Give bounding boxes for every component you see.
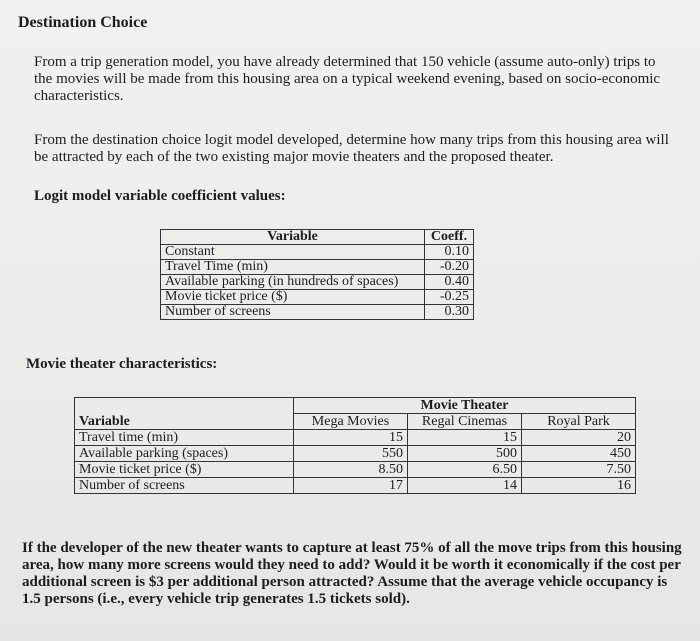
- variable-name: Constant: [161, 245, 425, 260]
- table-row: [75, 462, 636, 478]
- table-row: [75, 478, 636, 494]
- column-header-royal-park: Royal Park: [522, 414, 636, 430]
- coefficient-value: -0.25: [425, 290, 474, 305]
- variable-name: Available parking (in hundreds of spaces): [161, 275, 425, 290]
- table-row: [161, 245, 474, 260]
- regal-cinemas-value: 15: [408, 430, 522, 446]
- table-group-header-row: [75, 398, 636, 414]
- royal-park-value: 7.50: [522, 462, 636, 478]
- variable-name: Available parking (spaces): [75, 446, 294, 462]
- column-header-mega-movies: Mega Movies: [294, 414, 408, 430]
- theater-characteristics-table: [74, 397, 636, 494]
- mega-movies-value: 15: [294, 430, 408, 446]
- table-header-row: [75, 414, 636, 430]
- column-header-variable: Variable: [161, 230, 425, 245]
- variable-name: Travel Time (min): [161, 260, 425, 275]
- table-row: [161, 260, 474, 275]
- variable-name: Movie ticket price ($): [75, 462, 294, 478]
- table-row: [75, 446, 636, 462]
- coefficient-table: [160, 229, 474, 320]
- regal-cinemas-value: 500: [408, 446, 522, 462]
- mega-movies-value: 17: [294, 478, 408, 494]
- coefficient-table-caption: Logit model variable coefficient values:: [34, 188, 286, 204]
- coefficient-value: -0.20: [425, 260, 474, 275]
- empty-header-cell: [75, 398, 294, 414]
- royal-park-value: 20: [522, 430, 636, 446]
- variable-name: Number of screens: [75, 478, 294, 494]
- table-row: [161, 305, 474, 320]
- column-header-regal-cinemas: Regal Cinemas: [408, 414, 522, 430]
- mega-movies-value: 8.50: [294, 462, 408, 478]
- royal-park-value: 16: [522, 478, 636, 494]
- table-row: [75, 430, 636, 446]
- table-header-row: [161, 230, 474, 245]
- paragraph-trip-generation: From a trip generation model, you have already determined that 150 vehicle (assume auto-only) trips to the movies will be made from this housing area on a typical weekend evening, based on socio-economic characteristics.: [34, 54, 661, 104]
- theater-table-caption: Movie theater characteristics:: [26, 356, 218, 372]
- table-row: [161, 290, 474, 305]
- regal-cinemas-value: 6.50: [408, 462, 522, 478]
- column-header-variable: Variable: [75, 414, 294, 430]
- variable-name: Travel time (min): [75, 430, 294, 446]
- coefficient-value: 0.30: [425, 305, 474, 320]
- column-header-coeff: Coeff.: [425, 230, 474, 245]
- coefficient-value: 0.40: [425, 275, 474, 290]
- regal-cinemas-value: 14: [408, 478, 522, 494]
- variable-name: Number of screens: [161, 305, 425, 320]
- page-title: Destination Choice: [18, 14, 148, 31]
- mega-movies-value: 550: [294, 446, 408, 462]
- variable-name: Movie ticket price ($): [161, 290, 425, 305]
- royal-park-value: 450: [522, 446, 636, 462]
- coefficient-value: 0.10: [425, 245, 474, 260]
- table-row: [161, 275, 474, 290]
- paragraph-question: If the developer of the new theater wants to capture at least 75% of all the move trips from this housing area, how many more screens would they need to add? Would it be worth it economically if the cost per additional screen is $3 per additional person attracted? Assume that the average vehicle occupancy is 1.5 persons (i.e., every vehicle trip generates 1.5 tickets sold).: [22, 540, 682, 607]
- paragraph-destination-choice: From the destination choice logit model developed, determine how many trips from this housing area will be attracted by each of the two existing major movie theaters and the proposed theater.: [34, 132, 669, 165]
- column-group-header-movie-theater: Movie Theater: [294, 398, 636, 414]
